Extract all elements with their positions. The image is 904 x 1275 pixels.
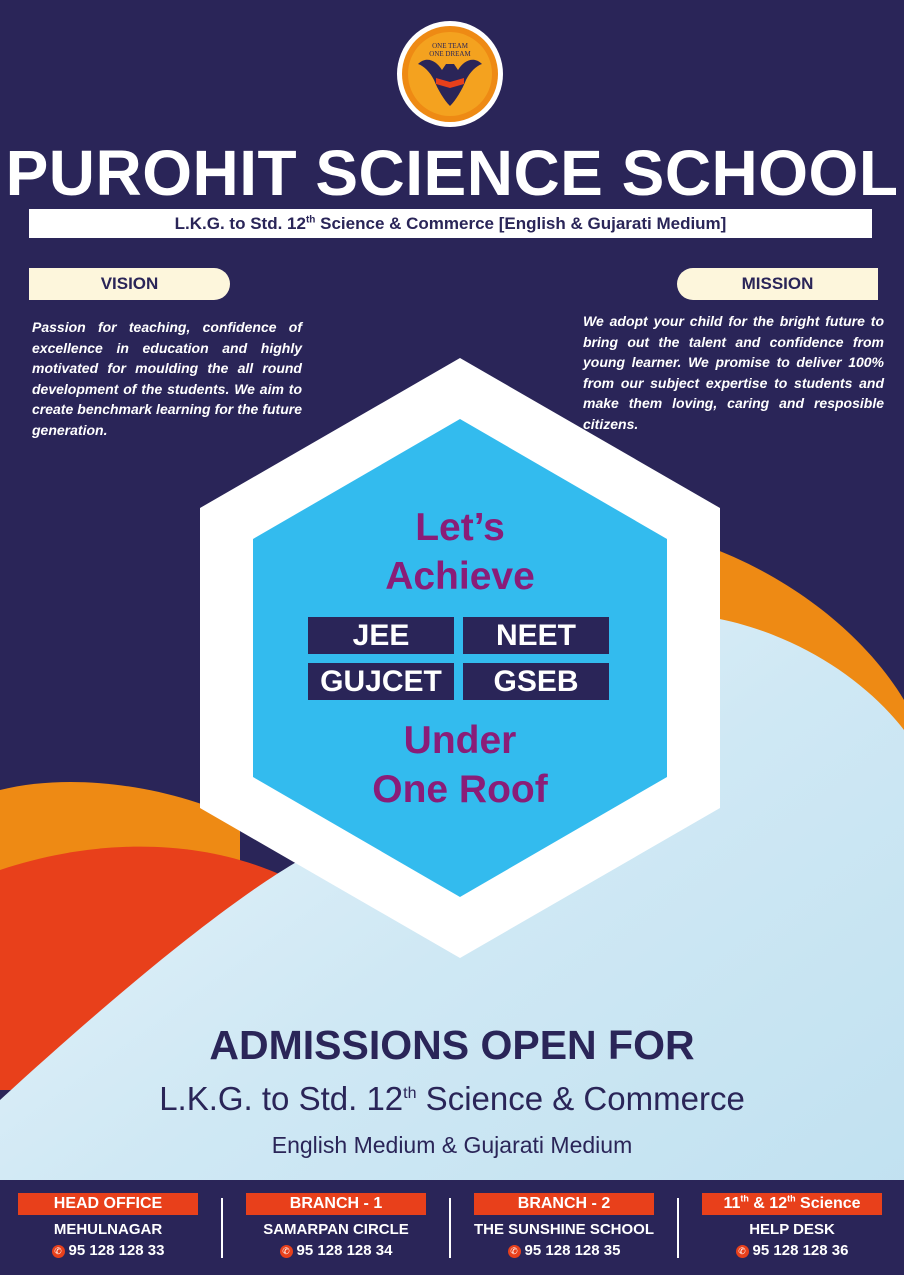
contact-phone-number[interactable]: 95 128 128 34	[296, 1242, 393, 1259]
admissions-medium: English Medium & Gujarati Medium	[271, 1132, 633, 1158]
contact-help-desk	[702, 1193, 882, 1260]
school-name: PUROHIT SCIENCE SCHOOL	[5, 137, 899, 209]
contact-phone-number[interactable]: 95 128 128 35	[524, 1242, 621, 1259]
phone-icon: ✆	[280, 1245, 293, 1258]
admissions-title: ADMISSIONS OPEN FOR	[209, 1022, 695, 1068]
phone-icon: ✆	[52, 1245, 65, 1258]
exam-badge-gseb: GSEB	[463, 663, 609, 700]
admissions-classes-rest: Science & Commerce	[416, 1080, 745, 1117]
hexagon-line-one-roof: One Roof	[372, 768, 548, 811]
vision-text: Passion for teaching, confidence of excellence in education and highly motivated for moulding the all round development of the students. We aim to create benchmark learning for the future generation.	[32, 319, 302, 438]
contact-phone-number[interactable]: 95 128 128 36	[752, 1242, 849, 1259]
contact-phone[interactable]	[474, 1242, 654, 1260]
contact-footer	[0, 1180, 904, 1275]
contact-place: MEHULNAGAR	[53, 1221, 163, 1238]
contact-phone-number[interactable]: 95 128 128 33	[68, 1242, 165, 1259]
school-logo	[396, 20, 504, 128]
contact-label: BRANCH - 2	[474, 1193, 654, 1215]
mission-label: MISSION	[677, 268, 878, 300]
vision-label: VISION	[29, 268, 230, 300]
label-part-a: 11	[723, 1195, 741, 1212]
admissions-classes	[0, 1078, 904, 1120]
exam-badge-jee: JEE	[308, 617, 454, 654]
contact-phone[interactable]	[246, 1242, 426, 1260]
phone-icon: ✆	[508, 1245, 521, 1258]
logo-text-line2: ONE DREAM	[429, 50, 471, 58]
subtitle-sup: th	[305, 214, 316, 226]
contact-label: BRANCH - 1	[246, 1193, 426, 1215]
hexagon-line-achieve: Achieve	[385, 555, 535, 598]
contact-label: HEAD OFFICE	[18, 1193, 198, 1215]
label-part-c: Science	[795, 1195, 861, 1212]
contact-head-office	[18, 1193, 198, 1260]
contact-label	[702, 1193, 882, 1215]
exam-badge-gujcet: GUJCET	[308, 663, 454, 700]
contact-phone[interactable]	[18, 1242, 198, 1260]
contact-place: SAMARPAN CIRCLE	[263, 1221, 409, 1238]
contact-branch-2	[474, 1193, 654, 1260]
phone-icon: ✆	[736, 1245, 749, 1258]
hexagon-line-lets: Let’s	[415, 506, 505, 549]
footer-divider	[677, 1198, 679, 1258]
label-part-b-sup: th	[787, 1193, 796, 1204]
contact-place: THE SUNSHINE SCHOOL	[474, 1221, 655, 1238]
mission-text: We adopt your child for the bright future to bring out the talent and confidence from young learner. We promise to deliver 100% from our subject expertise to students and make them loving, caring and resposible citizens.	[583, 313, 884, 432]
footer-divider	[449, 1198, 451, 1258]
label-part-a-sup: th	[740, 1193, 749, 1204]
admissions-classes-sup: th	[403, 1085, 417, 1102]
logo-text-line1: ONE TEAM	[432, 42, 468, 50]
label-part-b: & 12	[748, 1195, 788, 1212]
exam-badge-neet: NEET	[463, 617, 609, 654]
hexagon-line-under: Under	[403, 719, 517, 762]
subtitle-main: L.K.G. to Std. 12	[174, 214, 306, 233]
contact-phone[interactable]	[702, 1242, 882, 1260]
school-subtitle	[29, 209, 872, 238]
footer-divider	[221, 1198, 223, 1258]
contact-place: HELP DESK	[749, 1221, 835, 1238]
contact-branch-1	[246, 1193, 426, 1260]
admissions-classes-main: L.K.G. to Std. 12	[159, 1080, 404, 1117]
subtitle-rest: Science & Commerce [English & Gujarati Medium]	[315, 214, 727, 233]
